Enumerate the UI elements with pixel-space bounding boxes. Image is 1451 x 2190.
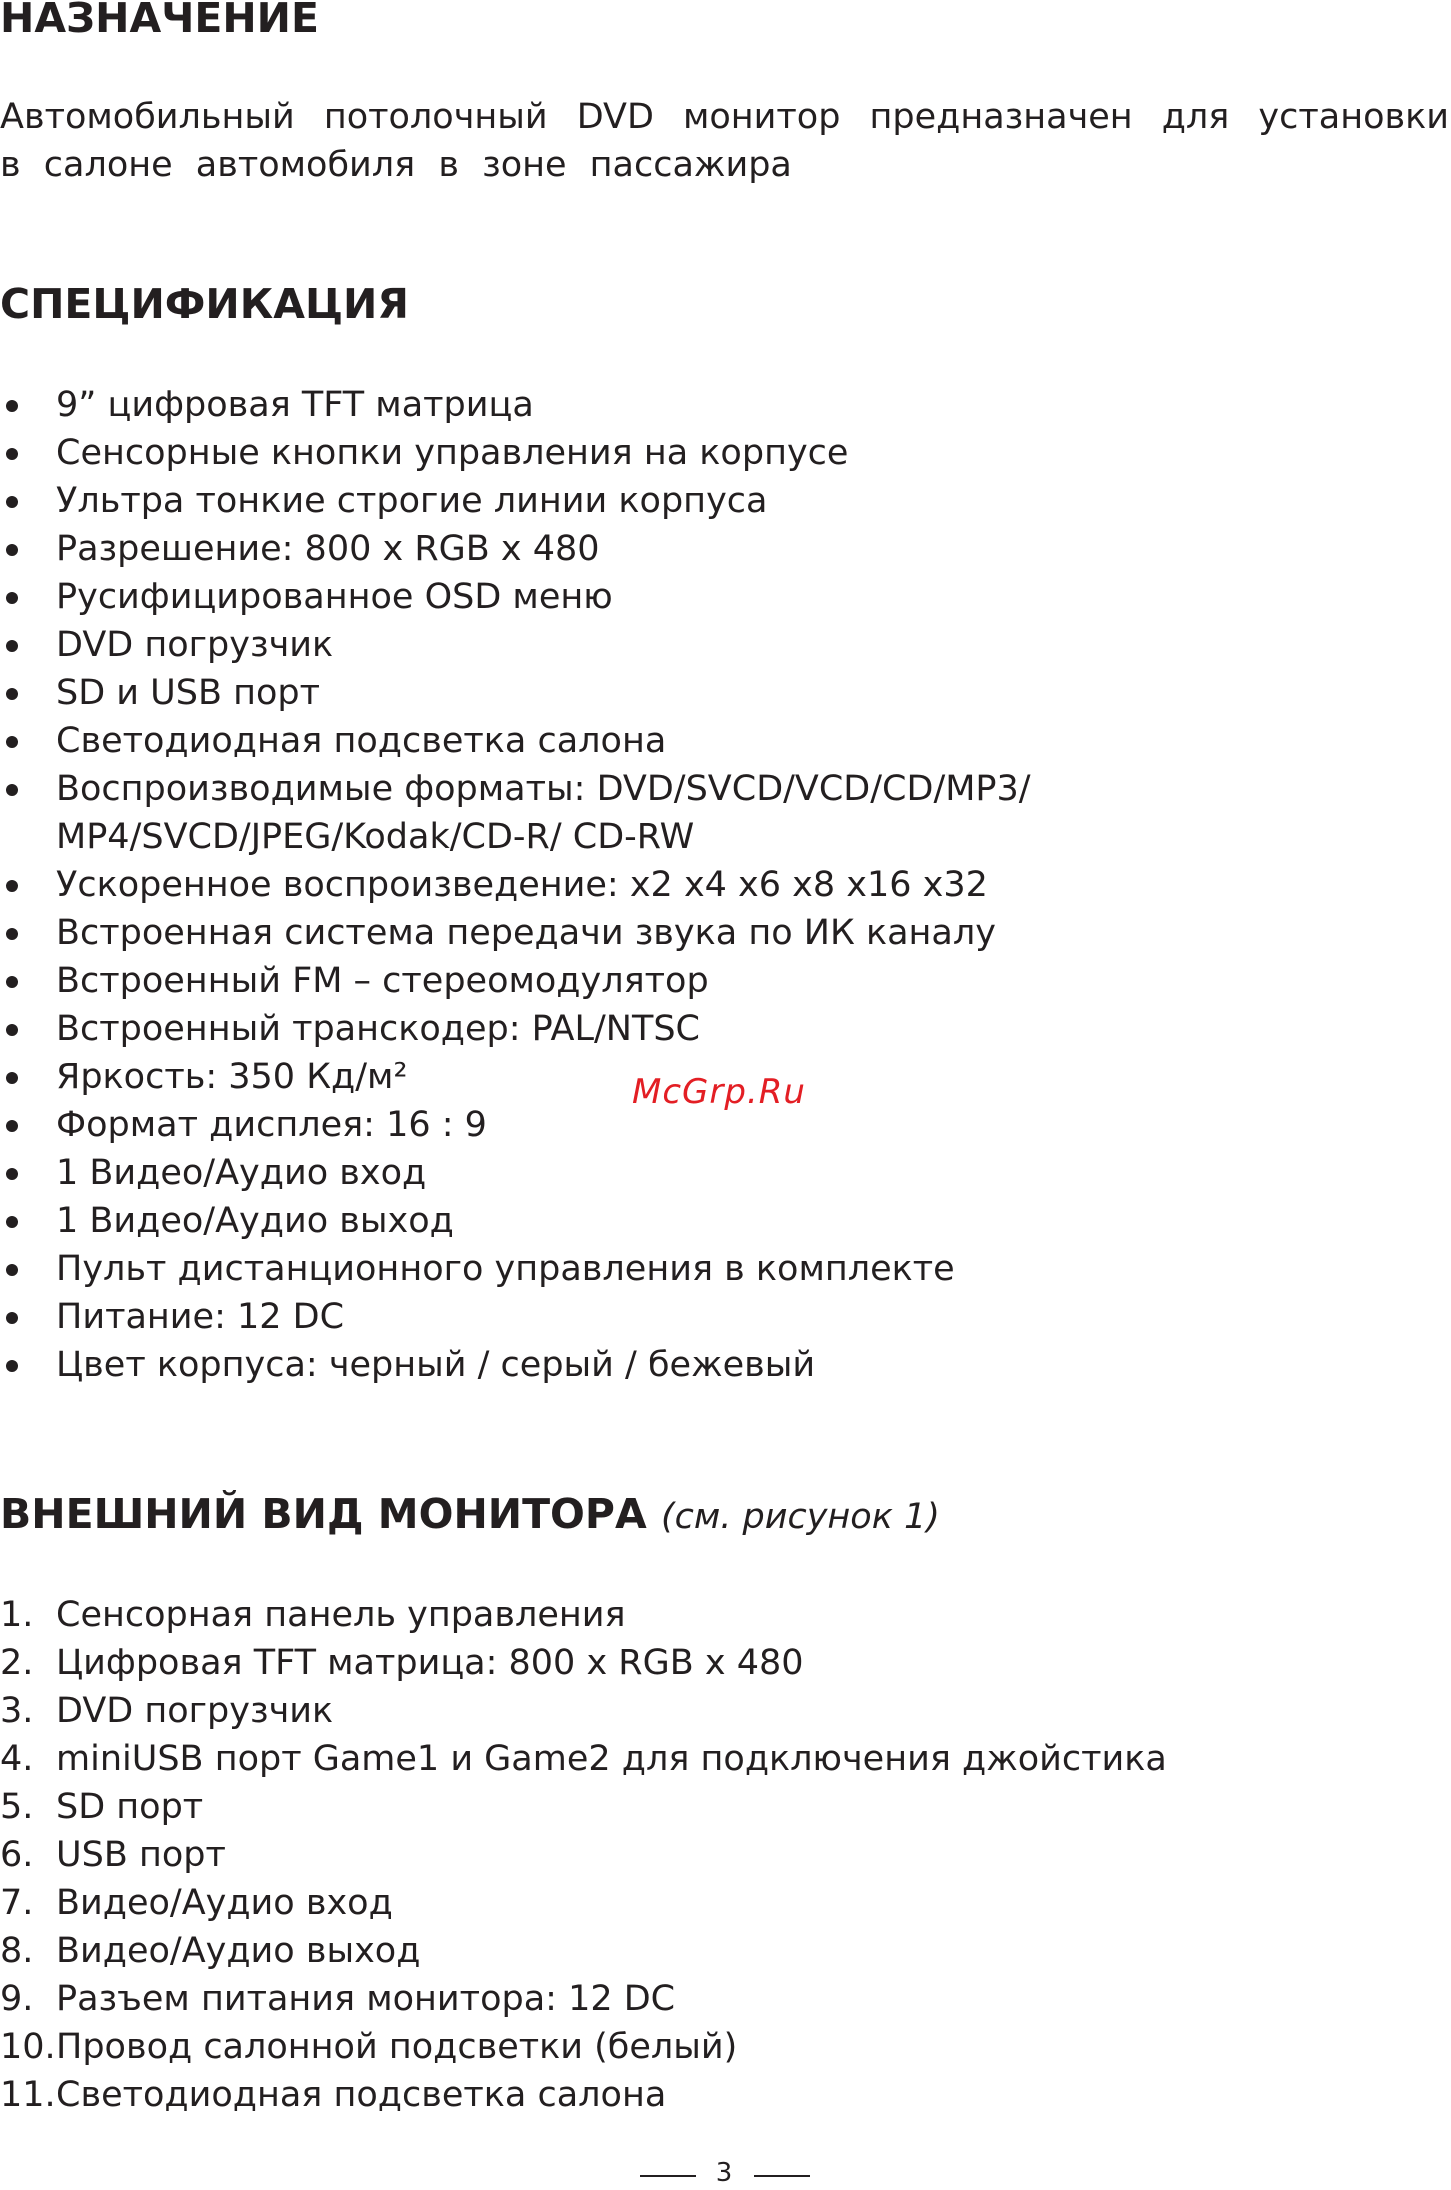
spec-item-text: 1 Видео/Аудио выход xyxy=(56,1201,454,1241)
item-number: 6. xyxy=(0,1835,34,1875)
spec-item-text: SD и USB порт xyxy=(56,673,321,713)
spec-item xyxy=(0,957,1451,1005)
spec-item xyxy=(0,429,1451,477)
watermark: McGrp.Ru xyxy=(632,1072,806,1112)
item-text: Провод салонной подсветки (белый) xyxy=(56,2027,738,2067)
item-text: Светодиодная подсветка салона xyxy=(56,2075,667,2115)
item-number: 10. xyxy=(0,2027,56,2067)
appearance-item xyxy=(0,1591,1451,1639)
appearance-item xyxy=(0,1783,1451,1831)
item-number: 2. xyxy=(0,1643,34,1683)
spec-item-text: Цвет корпуса: черный / серый / бежевый xyxy=(56,1345,816,1385)
bullet-icon xyxy=(6,976,18,988)
bullet-icon xyxy=(6,1024,18,1036)
item-text: SD порт xyxy=(56,1787,204,1827)
item-text: Видео/Аудио выход xyxy=(56,1931,421,1971)
bullet-icon xyxy=(6,880,18,892)
item-text: Видео/Аудио вход xyxy=(56,1883,393,1923)
spec-item-text: 9” цифровая TFT матрица xyxy=(56,385,534,425)
spec-item xyxy=(0,1245,1451,1293)
item-text: DVD погрузчик xyxy=(56,1691,334,1731)
bullet-icon xyxy=(6,592,18,604)
appearance-list xyxy=(0,1591,1451,2119)
appearance-heading xyxy=(0,1490,940,1541)
bullet-icon xyxy=(6,688,18,700)
spec-item-text: Питание: 12 DC xyxy=(56,1297,345,1337)
spec-item xyxy=(0,1293,1451,1341)
spec-item-text: Встроенный FM – стереомодулятор xyxy=(56,961,709,1001)
item-text: Цифровая TFT матрица: 800 х RGB х 480 xyxy=(56,1643,804,1683)
appearance-item xyxy=(0,1879,1451,1927)
spec-item xyxy=(0,765,1451,861)
spec-item xyxy=(0,381,1451,429)
appearance-item xyxy=(0,2071,1451,2119)
appearance-heading-subtitle: (см. рисунок 1) xyxy=(660,1497,940,1537)
spec-item xyxy=(0,621,1451,669)
item-number: 4. xyxy=(0,1739,34,1779)
appearance-item xyxy=(0,1639,1451,1687)
bullet-icon xyxy=(6,784,18,796)
appearance-item xyxy=(0,2023,1451,2071)
appearance-item xyxy=(0,1927,1451,1975)
spec-item xyxy=(0,477,1451,525)
item-text: miniUSB порт Game1 и Game2 для подключения джойстика xyxy=(56,1739,1167,1779)
spec-item-text: Формат дисплея: 16 : 9 xyxy=(56,1105,487,1145)
appearance-item xyxy=(0,1831,1451,1879)
spec-item xyxy=(0,717,1451,765)
bullet-icon xyxy=(6,640,18,652)
bullet-icon xyxy=(6,736,18,748)
item-number: 1. xyxy=(0,1595,34,1635)
spec-item-text: 1 Видео/Аудио вход xyxy=(56,1153,427,1193)
footer-rule-right xyxy=(754,2175,810,2177)
spec-item xyxy=(0,861,1451,909)
spec-list xyxy=(0,381,1451,1389)
purpose-heading xyxy=(0,0,319,42)
spec-item xyxy=(0,909,1451,957)
spec-item xyxy=(0,1005,1451,1053)
bullet-icon xyxy=(6,1312,18,1324)
item-text: Сенсорная панель управления xyxy=(56,1595,626,1635)
spec-item xyxy=(0,525,1451,573)
item-text: Разъем питания монитора: 12 DC xyxy=(56,1979,676,2019)
purpose-paragraph: Автомобильный потолочный DVD монитор предназначен для установки в салоне автомобиля в зоне пассажира xyxy=(0,97,1449,185)
spec-item xyxy=(0,1341,1451,1389)
bullet-icon xyxy=(6,496,18,508)
page-footer xyxy=(0,2156,1451,2190)
spec-item-text: Ультра тонкие строгие линии корпуса xyxy=(56,481,768,521)
bullet-icon xyxy=(6,928,18,940)
spec-item-text: Встроенный транскодер: PAL/NTSC xyxy=(56,1009,700,1049)
spec-heading xyxy=(0,280,409,328)
item-number: 5. xyxy=(0,1787,34,1827)
appearance-item xyxy=(0,1975,1451,2023)
spec-heading-text: СПЕЦИФИКАЦИЯ xyxy=(0,280,409,328)
item-number: 8. xyxy=(0,1931,34,1971)
bullet-icon xyxy=(6,448,18,460)
appearance-heading-text: ВНЕШНИЙ ВИД МОНИТОРА xyxy=(0,1490,647,1538)
spec-item-text: Светодиодная подсветка салона xyxy=(56,721,667,761)
bullet-icon xyxy=(6,544,18,556)
spec-item xyxy=(0,1197,1451,1245)
bullet-icon xyxy=(6,1264,18,1276)
item-number: 9. xyxy=(0,1979,34,2019)
page-number: 3 xyxy=(715,2158,733,2188)
footer-rule-left xyxy=(640,2175,696,2177)
item-text: USB порт xyxy=(56,1835,226,1875)
spec-item xyxy=(0,669,1451,717)
appearance-item xyxy=(0,1687,1451,1735)
bullet-icon xyxy=(6,400,18,412)
spec-item-text: Разрешение: 800 х RGB х 480 xyxy=(56,529,600,569)
spec-item xyxy=(0,573,1451,621)
bullet-icon xyxy=(6,1360,18,1372)
spec-item-text: Сенсорные кнопки управления на корпусе xyxy=(56,433,849,473)
spec-item-text: Пульт дистанционного управления в комплекте xyxy=(56,1249,955,1289)
item-number: 11. xyxy=(0,2075,56,2115)
bullet-icon xyxy=(6,1168,18,1180)
bullet-icon xyxy=(6,1120,18,1132)
item-number: 3. xyxy=(0,1691,34,1731)
spec-item-text: Русифицированное OSD меню xyxy=(56,577,613,617)
bullet-icon xyxy=(6,1216,18,1228)
spec-item-text: Яркость: 350 Кд/м² xyxy=(56,1057,408,1097)
bullet-icon xyxy=(6,1072,18,1084)
appearance-item xyxy=(0,1735,1451,1783)
spec-item-text: Встроенная система передачи звука по ИК каналу xyxy=(56,913,996,953)
purpose-heading-text: НАЗНАЧЕНИЕ xyxy=(0,0,319,42)
spec-item xyxy=(0,1149,1451,1197)
spec-item-text: DVD погрузчик xyxy=(56,625,334,665)
spec-item-text: Ускоренное воспроизведение: х2 х4 х6 х8 х16 х32 xyxy=(56,865,988,905)
spec-item-text: Воспроизводимые форматы: DVD/SVCD/VCD/CD/MP3/ MP4/SVCD/JPEG/Kodak/CD-R/ CD-RW xyxy=(56,769,1031,857)
item-number: 7. xyxy=(0,1883,34,1923)
